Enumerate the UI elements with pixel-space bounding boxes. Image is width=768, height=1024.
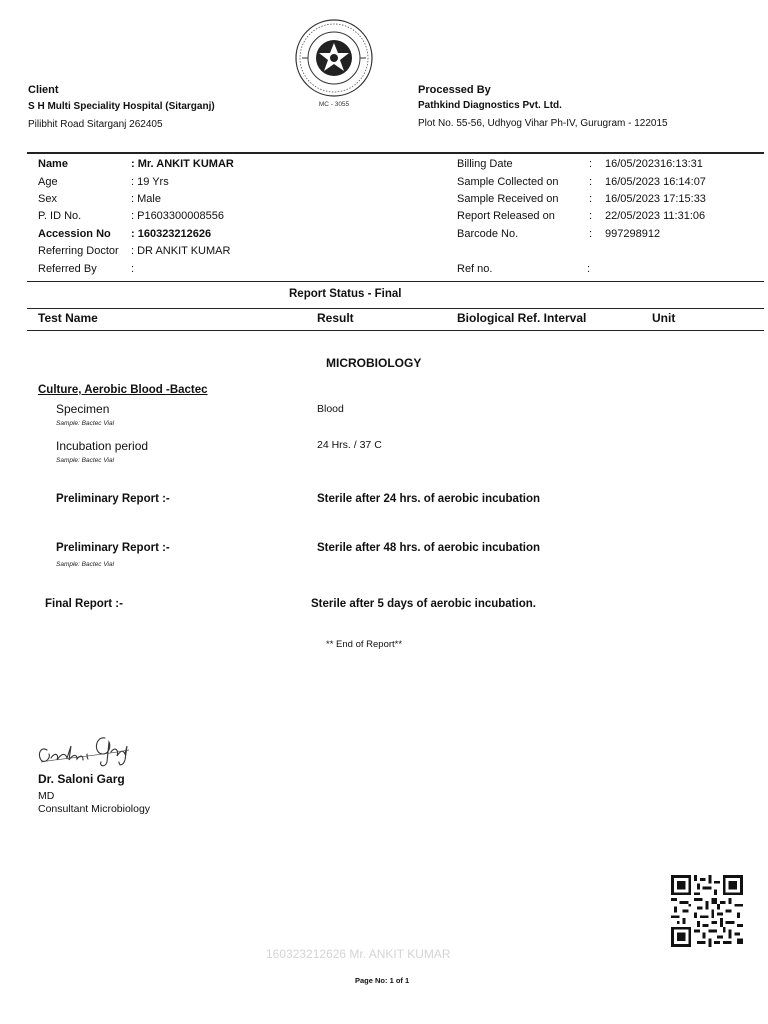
accession-value: : 160323212626 (131, 228, 212, 240)
sample-collected-colon: : (589, 176, 593, 188)
test-title: Culture, Aerobic Blood -Bactec (38, 384, 208, 396)
doctor-title: Consultant Microbiology (38, 803, 151, 815)
preliminary-report-1-value: Sterile after 24 hrs. of aerobic incubation (317, 493, 541, 505)
name-value: : Mr. ANKIT KUMAR (131, 158, 234, 170)
final-report-value: Sterile after 5 days of aerobic incubation. (311, 598, 536, 610)
incubation-label: Incubation period (56, 439, 149, 453)
specimen-label: Specimen (56, 402, 110, 416)
sample-received-value: 16/05/2023 17:15:33 (605, 193, 706, 205)
report-released-value: 22/05/2023 11:31:06 (605, 210, 706, 222)
report-released-colon: : (589, 210, 593, 222)
billing-date-colon: : (589, 158, 593, 170)
age-value: : 19 Yrs (131, 176, 169, 188)
incubation-value: 24 Hrs. / 37 C (317, 439, 382, 451)
sample-received-label: Sample Received on (457, 193, 559, 205)
sample-collected-label: Sample Collected on (457, 176, 559, 188)
billing-date-value: 16/05/202316:13:31 (605, 158, 703, 170)
final-report-label: Final Report :- (45, 598, 123, 610)
sample-received-colon: : (589, 193, 593, 205)
referring-doctor-label: Referring Doctor (38, 245, 119, 257)
column-unit: Unit (652, 311, 676, 325)
ref-no-colon: : (587, 263, 591, 275)
divider-top (27, 152, 764, 154)
barcode-value: 997298912 (605, 228, 661, 240)
column-ref-interval: Biological Ref. Interval (457, 311, 587, 325)
specimen-value: Blood (317, 403, 344, 415)
pid-value: : P1603300008556 (131, 210, 224, 222)
age-label: Age (38, 176, 58, 188)
processed-by-name: Pathkind Diagnostics Pvt. Ltd. (418, 100, 562, 111)
processed-by-address: Plot No. 55-56, Udhyog Vihar Ph-IV, Gurugram - 122015 (418, 118, 668, 129)
column-test-name: Test Name (38, 311, 98, 325)
barcode-colon: : (589, 228, 593, 240)
doctor-degree: MD (38, 790, 55, 802)
divider-columns (27, 330, 764, 331)
accession-label: Accession No (38, 228, 111, 240)
name-label: Name (38, 158, 68, 170)
sample-collected-value: 16/05/2023 16:14:07 (605, 176, 706, 188)
divider-status-top (27, 281, 764, 282)
lab-seal-logo (288, 18, 380, 110)
section-heading: MICROBIOLOGY (326, 356, 422, 370)
report-released-label: Report Released on (457, 210, 555, 222)
processed-by-heading: Processed By (418, 84, 491, 96)
referring-doctor-value: : DR ANKIT KUMAR (131, 245, 231, 257)
preliminary-report-2-label: Preliminary Report :- (56, 542, 170, 554)
preliminary-report-2-value: Sterile after 48 hrs. of aerobic incubation (317, 542, 541, 554)
qr-code (670, 875, 744, 947)
sex-value: : Male (131, 193, 161, 205)
preliminary-report-1-label: Preliminary Report :- (56, 493, 170, 505)
client-heading: Client (28, 84, 59, 96)
barcode-label: Barcode No. (457, 228, 519, 240)
client-address: Pilibhit Road Sitarganj 262405 (28, 119, 163, 130)
column-result: Result (317, 311, 354, 325)
sex-label: Sex (38, 193, 57, 205)
seal-text: MC - 3055 (318, 101, 350, 108)
billing-date-label: Billing Date (457, 158, 513, 170)
referred-by-label: Referred By (38, 263, 97, 275)
signature-handwriting (35, 728, 135, 770)
footer-watermark: 160323212626 Mr. ANKIT KUMAR (266, 947, 451, 961)
client-name: S H Multi Speciality Hospital (Sitarganj) (28, 101, 215, 112)
referred-by-value: : (131, 263, 135, 275)
report-status: Report Status - Final (289, 288, 402, 300)
specimen-sample-note: Sample: Bactec Vial (56, 420, 115, 427)
ref-no-label: Ref no. (457, 263, 493, 275)
page-number: Page No: 1 of 1 (355, 976, 410, 985)
end-of-report: ** End of Report** (326, 639, 403, 650)
divider-status-bottom (27, 308, 764, 309)
pid-label: P. ID No. (38, 210, 82, 222)
preliminary-report-2-sample-note: Sample: Bactec Vial (56, 561, 115, 568)
doctor-name: Dr. Saloni Garg (38, 772, 125, 786)
incubation-sample-note: Sample: Bactec Vial (56, 457, 115, 464)
